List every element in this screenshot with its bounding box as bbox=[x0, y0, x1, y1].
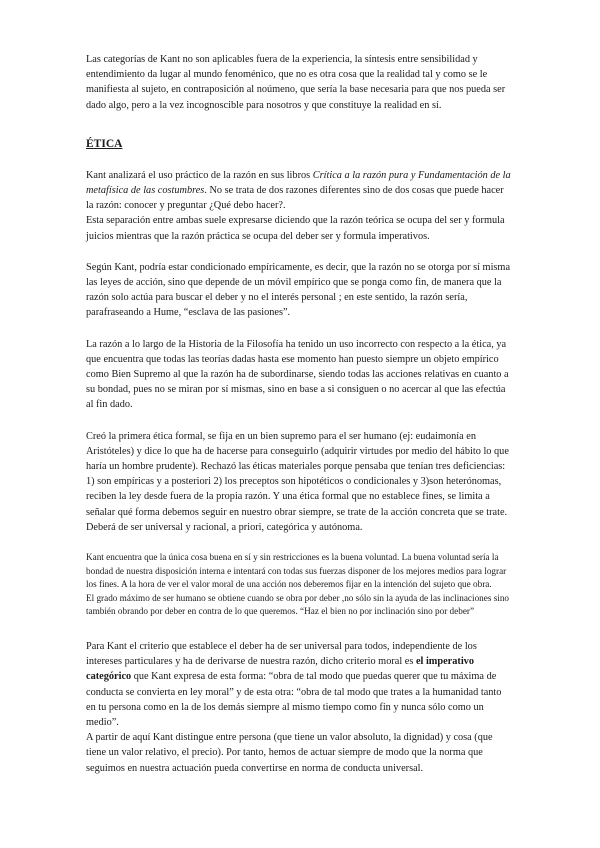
paragraph-person-thing: A partir de aquí Kant distingue entre persona (que tiene un valor absoluto, la dignidad) y cosa (que tiene un valor relativo, el precio). Por tanto, hemos de actuar siempre de modo que la norma que seguimos en nuestra actuación pueda convertirse en norma de conducta universal. bbox=[86, 732, 493, 774]
paragraph-text: que Kant expresa de esta forma: “obra de tal modo que puedas querer que tu máxima de conducta se convierta en ley moral” y de esta otra: “obra de tal modo que trates a la humanidad tanto en tu persona como en la de los demás siempre al mismo tiempo como fin y nunca sólo como un medio”. bbox=[86, 671, 502, 729]
imperative-term: el imperativo categórico bbox=[86, 656, 474, 683]
paragraph-formal-ethics: Creó la primera ética formal, se fija en un bien supremo para el ser humano (ej: eudaimonía en Aristóteles) y dice lo que ha de hacerse para conseguirlo (adquirir virtudes por medio del hábito lo que haría un hombre prudente). Rechazó las éticas materiales porque pensaba que tenían tres deficiencias: 1) son empíricas y a posteriori 2) los preceptos son hipotéticos o condicionales y 3)son heterónomas, reciben la ley desde fuera de la propia razón. Y una ética formal que no establece fines, se limita a señalar qué forma debemos seguir en nuestro obrar siempre, se trate de la acción concreta que se trate. Deberá de ser universal y racional, a priori, categórica y autónoma. bbox=[86, 430, 509, 533]
paragraph-history: La razón a lo largo de la Historia de la Filosofía ha tenido un uso incorrecto con respecto a la ética, ya que encuentra que todas las teorías dadas hasta ese momento han puesto siempre un objeto empírico como Bien Supremo al que la razón ha de subordinarse, siendo todas las acciones relativas en cuanto a su bondad, pues no se miran por sí mismas, sino en base a si consiguen o no acercar al que las efectúa al fin dado. bbox=[86, 338, 509, 411]
paragraph-duty: El grado máximo de ser humano se obtiene cuando se obra por deber ,no sólo sin la ayuda de las inclinaciones sino también obrando por deber en contra de lo que queremos. “Haz el bien no por inclinación sino por deber” bbox=[86, 592, 510, 617]
section-heading: ÉTICA bbox=[86, 137, 123, 150]
paragraph-good-will: Kant encuentra que la única cosa buena en sí y sin restricciones es la buena voluntad. La buena voluntad sería la bondad de nuestra disposición interna e intentará con todas sus fuerzas disponer de los mejores medios para lograr los fines. A la hora de ver el valor moral de una acción nos deberemos fijar en la intención del sujeto que obra. bbox=[86, 552, 507, 590]
paragraph-text: Kant analizará el uso práctico de la razón en sus libros bbox=[86, 169, 313, 181]
intro-paragraph: Las categorías de Kant no son aplicables fuera de la experiencia, la síntesis entre sensibilidad y entendimiento da lugar al mundo fenoménico, que no es otra cosa que la realidad tal y como se le manifiesta al sujeto, en contraposición al noúmeno, que sería la base necesaria para que nos pueda ser dado algo, pero a la vez incognoscible para nosotros y que constituye la realidad en sí. bbox=[86, 54, 506, 111]
paragraph-empirical: Según Kant, podría estar condicionado empíricamente, es decir, que la razón no se otorga por sí misma las leyes de acción, sino que depende de un móvil empírico que se ponga como fin, de manera que la razón solo actúa para buscar el deber y no el interés personal ; en este sentido, la razón sería, parafraseando a Hume, “esclava de las pasiones”. bbox=[86, 261, 511, 319]
paragraph-categorical-imperative bbox=[86, 639, 512, 730]
paragraph-theory-practice: Esta separación entre ambas suele expresarse diciendo que la razón teórica se ocupa del ser y formula juicios mientras que la razón práctica se ocupa del deber ser y formula imperativos. bbox=[86, 215, 505, 242]
paragraph-text: Para Kant el criterio que establece el deber ha de ser universal para todos, independiente de los intereses particulares y ha de derivarse de nuestra razón, dicho criterio moral es bbox=[86, 641, 477, 668]
paragraph-reason-uses bbox=[86, 168, 512, 214]
paragraph-text: . No se trata de dos razones diferentes sino de dos cosas que puede hacer la razón: conocer y preguntar ¿Qué debo hacer?. bbox=[86, 185, 504, 212]
book-titles: Crítica a la razón pura y Fundamentación de la metafísica de las costumbres bbox=[86, 169, 511, 197]
